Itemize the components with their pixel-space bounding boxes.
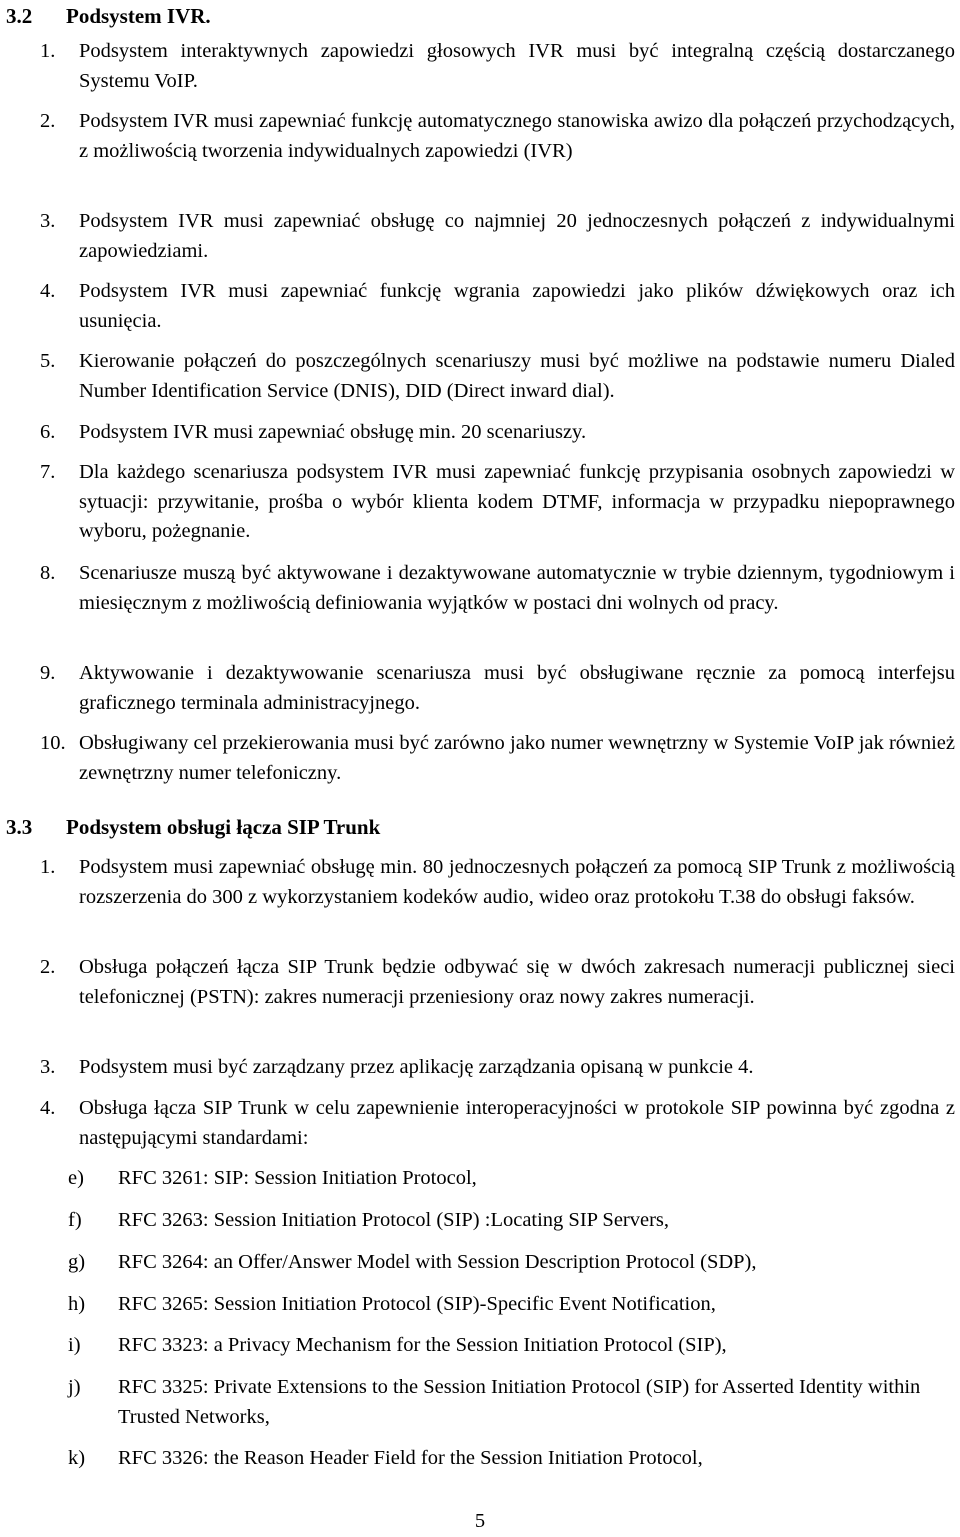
- list-item-number: 9.: [40, 662, 56, 684]
- list-item-number: 3.: [40, 210, 56, 232]
- list-item: [40, 659, 955, 718]
- list-item: [40, 37, 955, 96]
- section-number: 3.2: [6, 4, 33, 28]
- standard-item: [68, 1331, 955, 1361]
- list-item-text: Podsystem IVR musi zapewniać obsługę co najmniej 20 jednoczesnych połączeń z indywidualnymi zapowiedziami.: [79, 210, 955, 262]
- list-item-text: Aktywowanie i dezaktywowanie scenariusza musi być obsługiwane ręcznie za pomocą interfejsu graficznego terminala administracyjnego.: [79, 662, 955, 714]
- list-item-text: Podsystem musi być zarządzany przez aplikację zarządzania opisaną w punkcie 4.: [79, 1056, 754, 1078]
- list-item-number: 4.: [40, 280, 56, 302]
- standard-item: [68, 1248, 955, 1278]
- standard-letter: j): [68, 1376, 81, 1398]
- list-item-text: Podsystem interaktywnych zapowiedzi głosowych IVR musi być integralną częścią dostarczanego Systemu VoIP.: [79, 40, 955, 92]
- standard-letter: f): [68, 1209, 82, 1231]
- list-item: [40, 1094, 955, 1153]
- list-item-text: Dla każdego scenariusza podsystem IVR musi zapewniać funkcję przypisania osobnych zapowiedzi w sytuacji: przywitanie, prośba o wybór klienta kodem DTMF, informacja w przypadku niepoprawnego wyboru, pożegnanie.: [79, 461, 955, 542]
- standard-letter: k): [68, 1447, 86, 1469]
- standard-letter: h): [68, 1293, 86, 1315]
- list-item: [40, 729, 955, 788]
- list-item-number: 1.: [40, 40, 56, 62]
- standard-text: RFC 3263: Session Initiation Protocol (SIP) :Locating SIP Servers,: [118, 1209, 670, 1231]
- list-item: [40, 953, 955, 1012]
- standard-text: RFC 3265: Session Initiation Protocol (SIP)-Specific Event Notification,: [118, 1293, 716, 1315]
- list-item-number: 3.: [40, 1056, 56, 1078]
- list-item-number: 10.: [40, 732, 66, 754]
- section-heading-3-2: [6, 2, 211, 30]
- list-item: [40, 1053, 955, 1083]
- list-item-text: Podsystem IVR musi zapewniać obsługę min. 20 scenariuszy.: [79, 421, 587, 443]
- standard-item: [68, 1444, 955, 1474]
- standard-letter: e): [68, 1167, 84, 1189]
- standard-text: RFC 3261: SIP: Session Initiation Protocol,: [118, 1167, 477, 1189]
- list-item: [40, 853, 955, 912]
- standard-text: RFC 3325: Private Extensions to the Session Initiation Protocol (SIP) for Asserted Identity within Trusted Networks,: [118, 1376, 921, 1428]
- standard-item: [68, 1290, 955, 1320]
- list-item-text: Obsługa połączeń łącza SIP Trunk będzie odbywać się w dwóch zakresach numeracji publicznej sieci telefonicznej (PSTN): zakres numeracji przeniesiony oraz nowy zakres numeracji.: [79, 956, 955, 1008]
- list-item-number: 5.: [40, 350, 56, 372]
- list-item: [40, 107, 955, 166]
- list-item-text: Podsystem IVR musi zapewniać funkcję automatycznego stanowiska awizo dla połączeń przychodzących, z możliwością tworzenia indywidualnych zapowiedzi (IVR): [79, 110, 955, 162]
- list-item-text: Obsługa łącza SIP Trunk w celu zapewnienie interoperacyjności w protokole SIP powinna być zgodna z następującymi standardami:: [79, 1097, 955, 1149]
- standard-letter: i): [68, 1334, 81, 1356]
- standard-text: RFC 3326: the Reason Header Field for the Session Initiation Protocol,: [118, 1447, 703, 1469]
- list-item-number: 2.: [40, 956, 56, 978]
- section-heading-3-3: [6, 813, 380, 841]
- list-item: [40, 207, 955, 266]
- section-title: Podsystem obsługi łącza SIP Trunk: [66, 815, 381, 839]
- standard-item: [68, 1206, 955, 1236]
- list-item-number: 4.: [40, 1097, 56, 1119]
- list-item-number: 8.: [40, 562, 56, 584]
- standard-letter: g): [68, 1251, 86, 1273]
- list-item-number: 2.: [40, 110, 56, 132]
- list-item-text: Scenariusze muszą być aktywowane i dezaktywowane automatycznie w trybie dziennym, tygodniowym i miesięcznym z możliwością definiowania wyjątków w postaci dni wolnych od pracy.: [79, 562, 955, 614]
- list-item: [40, 458, 955, 547]
- list-item-number: 7.: [40, 461, 56, 483]
- list-item: [40, 277, 955, 336]
- standard-text: RFC 3323: a Privacy Mechanism for the Session Initiation Protocol (SIP),: [118, 1334, 727, 1356]
- standard-item: [68, 1373, 955, 1432]
- page-number: 5: [474, 1510, 486, 1532]
- list-item-text: Obsługiwany cel przekierowania musi być zarówno jako numer wewnętrzny w Systemie VoIP jak również zewnętrzny numer telefoniczny.: [79, 732, 955, 784]
- list-item: [40, 347, 955, 406]
- list-item-text: Podsystem IVR musi zapewniać funkcję wgrania zapowiedzi jako plików dźwiękowych oraz ich usunięcia.: [79, 280, 955, 332]
- list-item-number: 1.: [40, 856, 56, 878]
- standard-item: [68, 1164, 955, 1194]
- list-item-text: Kierowanie połączeń do poszczególnych scenariuszy musi być możliwe na podstawie numeru Dialed Number Identification Service (DNIS), DID (Direct inward dial).: [79, 350, 955, 402]
- section-title: Podsystem IVR.: [66, 4, 211, 28]
- list-item: [40, 559, 955, 618]
- list-item-number: 6.: [40, 421, 56, 443]
- section-number: 3.3: [6, 815, 33, 839]
- standard-text: RFC 3264: an Offer/Answer Model with Session Description Protocol (SDP),: [118, 1251, 757, 1273]
- list-item-text: Podsystem musi zapewniać obsługę min. 80 jednoczesnych połączeń za pomocą SIP Trunk z możliwością rozszerzenia do 300 z wykorzystaniem kodeków audio, wideo oraz protokołu T.38 do obsługi faksów.: [79, 856, 955, 908]
- list-item: [40, 418, 955, 448]
